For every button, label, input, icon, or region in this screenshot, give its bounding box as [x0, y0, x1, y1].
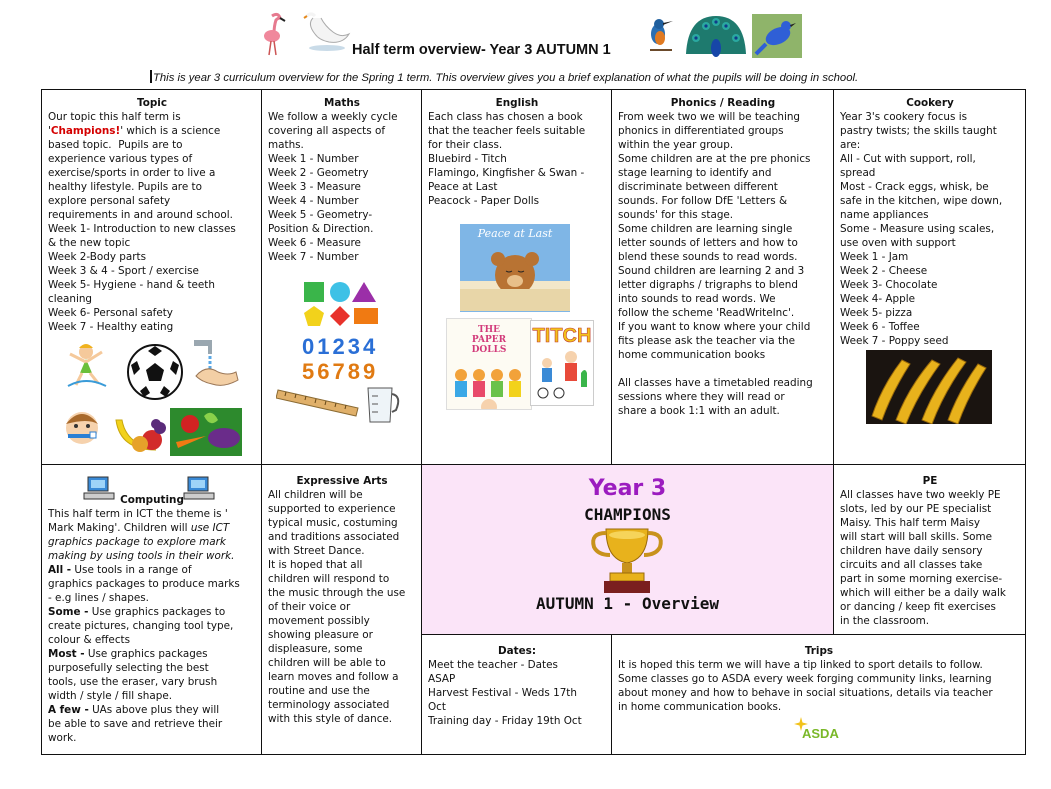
toothbrush-boy-icon	[60, 406, 104, 448]
book-title: TITCH	[532, 325, 592, 347]
computing-line: width / style / fill shape.	[48, 690, 173, 702]
maths-line: Week 2 - Geometry	[268, 167, 369, 179]
topic-line: Week 5- Hygiene - hand & teeth	[48, 279, 215, 291]
topic-line: healthy lifestyle. Pupils are to	[48, 181, 202, 193]
pe-line: Maisy. This half term Maisy	[840, 517, 981, 529]
phonics-cell	[611, 89, 834, 465]
phonics-line: letter sounds of letters and how to	[618, 237, 798, 249]
shapes-icon	[302, 280, 382, 328]
expressive-line: with this style of dance.	[268, 713, 393, 725]
pe-line: children have daily sensory	[840, 545, 983, 557]
phonics-line: within the year group.	[618, 139, 734, 151]
cookery-line: spread	[840, 167, 876, 179]
computing-line: be able to save and retrieve their	[48, 718, 223, 730]
cookery-line: name appliances	[840, 209, 929, 221]
peacock-icon	[684, 14, 748, 58]
asda-logo-text: ASDA	[802, 726, 839, 741]
computing-line: This half term in ICT the theme is '	[48, 508, 228, 520]
pe-cell	[833, 464, 1026, 635]
cookery-line: use oven with support	[840, 237, 956, 249]
cookery-line: All - Cut with support, roll,	[840, 153, 976, 165]
trips-line: about money and how to behave in social situations, details via teacher	[618, 687, 993, 699]
phonics-line: All classes have a timetabled reading	[618, 377, 813, 389]
phonics-line: letter digraphs / trigraphs to blend	[618, 279, 798, 291]
topic-line: Our topic this half term is	[48, 111, 181, 123]
expressive-line: and traditions associated	[268, 531, 400, 543]
english-line: Bluebird - Titch	[428, 153, 507, 165]
expressive-line: learn moves and follow a	[268, 671, 399, 683]
book-cover-titch	[530, 320, 594, 406]
computing-line: graphics packages to produce marks	[48, 578, 240, 590]
computer-icon	[82, 475, 118, 503]
cookery-line: Year 3's cookery focus is	[840, 111, 968, 123]
expressive-line: supported to experience	[268, 503, 396, 515]
topic-highlight-line: 'Champions!' which is a science	[48, 125, 221, 137]
dolls-icon	[447, 355, 531, 410]
dates-heading: Dates:	[498, 645, 536, 657]
pe-heading: PE	[922, 475, 938, 487]
pe-line: All classes have two weekly PE	[840, 489, 1001, 501]
titch-children-icon	[531, 347, 593, 403]
english-heading: English	[495, 97, 539, 109]
expressive-line: displeasure, some	[268, 643, 363, 655]
bluebird-icon	[752, 14, 802, 58]
topic-heading: Topic	[136, 97, 167, 109]
phonics-line: sounds. For follow DfE 'Letters &	[618, 195, 788, 207]
cookery-line: are:	[840, 139, 861, 151]
phonics-line: into sounds to read words. We	[618, 293, 776, 305]
dates-line: Meet the teacher - Dates	[428, 659, 558, 671]
vegetables-icon	[170, 408, 242, 456]
book-cover-paper-dolls	[446, 318, 532, 410]
book-title: THE PAPER DOLLS	[471, 325, 507, 355]
computing-line: purposefully selecting the best	[48, 662, 209, 674]
cookery-line: safe in the kitchen, wipe down,	[840, 195, 1003, 207]
maths-line: Week 4 - Number	[268, 195, 359, 207]
digits-row: 01234	[302, 334, 379, 359]
ruler-icon	[276, 384, 360, 420]
topic-highlight: Champions!	[50, 125, 121, 137]
dates-line: Harvest Festival - Weds 17th	[428, 687, 577, 699]
trips-line: It is hoped this term we will have a tip linked to sport details to follow.	[618, 659, 983, 671]
maths-heading: Maths	[324, 97, 360, 109]
digits-row: 56789	[302, 359, 379, 384]
phonics-line: If you want to know where your child	[618, 321, 811, 333]
pe-line: part in some morning exercise-	[840, 573, 1003, 585]
computing-line: tools, use the eraser, vary brush	[48, 676, 218, 688]
asda-logo	[794, 717, 844, 741]
phonics-line: From week two we will be teaching	[618, 111, 801, 123]
english-line: for their class.	[428, 139, 503, 151]
phonics-line: blend these sounds to read words.	[618, 251, 798, 263]
handwashing-icon	[190, 336, 240, 392]
topic-line: Week 7 - Healthy eating	[48, 321, 174, 333]
center-title-box	[421, 464, 834, 635]
english-line: that the teacher feels suitable	[428, 125, 586, 137]
computing-heading: Computing	[120, 494, 184, 506]
cookery-line: Week 1 - Jam	[840, 251, 909, 263]
page-title: Half term overview- Year 3 AUTUMN 1	[352, 42, 611, 58]
flamingo-icon	[258, 12, 288, 56]
cookery-line: Week 4- Apple	[840, 293, 916, 305]
topic-line: Week 3 & 4 - Sport / exercise	[48, 265, 199, 277]
pe-line: in the classroom.	[840, 615, 930, 627]
pastry-twists-icon	[866, 350, 992, 424]
phonics-line: follow the scheme 'ReadWriteInc'.	[618, 307, 795, 319]
cookery-line: Week 2 - Cheese	[840, 265, 928, 277]
expressive-line: All children will be	[268, 489, 363, 501]
expressive-line: terminology associated	[268, 699, 390, 711]
computing-line: - e.g lines / shapes.	[48, 592, 149, 604]
measuring-jug-icon	[360, 382, 404, 426]
maths-line: Week 6 - Measure	[268, 237, 361, 249]
english-line: Each class has chosen a book	[428, 111, 583, 123]
expressive-line: movement possibly	[268, 615, 370, 627]
computing-line: Mark Making'. Children will use ICT	[48, 522, 230, 534]
english-cell	[421, 89, 612, 465]
book-title: Peace at Last	[477, 227, 553, 240]
trophy-icon	[572, 525, 682, 595]
topic-line: based topic. Pupils are to	[48, 139, 183, 151]
topic-line: & the new topic	[48, 237, 131, 249]
phonics-line: fits please ask the teacher via the	[618, 335, 796, 347]
sleepy-bear-icon	[460, 241, 570, 311]
cookery-heading: Cookery	[906, 97, 954, 109]
computing-line: making by using tools in their work.	[48, 550, 235, 562]
phonics-line: sounds' for this stage.	[618, 209, 734, 221]
computer-icon	[182, 475, 218, 503]
topic-line: explore personal safety	[48, 195, 171, 207]
topic-line: Week 2-Body parts	[48, 251, 147, 263]
computing-line: Some - Use graphics packages to	[48, 606, 226, 618]
english-line: Flamingo, Kingfisher & Swan -	[428, 167, 585, 179]
football-icon	[126, 343, 184, 401]
topic-line: Week 1- Introduction to new classes	[48, 223, 236, 235]
champions-heading: CHAMPIONS	[584, 505, 671, 524]
phonics-line: Some children are at the pre phonics	[618, 153, 811, 165]
dates-line: Training day - Friday 19th Oct	[428, 715, 582, 727]
topic-cell	[41, 89, 262, 465]
expressive-arts-heading: Expressive Arts	[296, 475, 388, 487]
cookery-line: Week 3- Chocolate	[840, 279, 938, 291]
trips-cell	[611, 634, 1026, 755]
expressive-line: routine and use the	[268, 685, 370, 697]
cookery-line: pastry twists; the skills taught	[840, 125, 997, 137]
computing-line: A few - UAs above plus they will	[48, 704, 220, 716]
maths-line: Week 5 - Geometry-	[268, 209, 373, 221]
cookery-line: Week 6 - Toffee	[840, 321, 920, 333]
expressive-line: children will be able to	[268, 657, 386, 669]
maths-line: Position & Direction.	[268, 223, 374, 235]
cookery-line: Week 7 - Poppy seed	[840, 335, 949, 347]
english-line: Peace at Last	[428, 181, 498, 193]
maths-line: Week 7 - Number	[268, 251, 359, 263]
computing-line: create pictures, changing tool type,	[48, 620, 234, 632]
book-cover-peace-at-last	[460, 224, 570, 312]
topic-line: experience various types of	[48, 153, 193, 165]
english-line: Peacock - Paper Dolls	[428, 195, 540, 207]
dates-line: Oct	[428, 701, 446, 713]
computing-line: Most - Use graphics packages	[48, 648, 208, 660]
phonics-line: home communication books	[618, 349, 766, 361]
overview-heading: AUTUMN 1 - Overview	[535, 594, 720, 613]
maths-line: Week 1 - Number	[268, 153, 359, 165]
dates-line: ASAP	[428, 673, 456, 685]
pe-line: slots, led by our PE specialist	[840, 503, 992, 515]
expressive-line: with Street Dance.	[268, 545, 365, 557]
computing-line: colour & effects	[48, 634, 131, 646]
pe-line: will start will ball skills. Some	[840, 531, 993, 543]
pe-line: circuits and all classes take	[840, 559, 983, 571]
topic-line: cleaning	[48, 293, 93, 305]
expressive-line: of their voice or	[268, 601, 351, 613]
phonics-line	[618, 362, 828, 376]
phonics-line: stage learning to identify and	[618, 167, 772, 179]
phonics-line: sessions where they will read or	[618, 391, 785, 403]
topic-line: exercise/sports in order to live a	[48, 167, 216, 179]
maths-line: We follow a weekly cycle	[268, 111, 398, 123]
phonics-line: phonics in differentiated groups	[618, 125, 784, 137]
maths-line: covering all aspects of	[268, 125, 385, 137]
topic-line: requirements in and around school.	[48, 209, 233, 221]
pe-line: or dancing / keep fit exercises	[840, 601, 996, 613]
phonics-line: Some children are learning single	[618, 223, 793, 235]
expressive-arts-cell	[261, 464, 422, 755]
trips-line: in home communication books.	[618, 701, 782, 713]
dates-cell	[421, 634, 612, 755]
year-heading: Year 3	[588, 476, 667, 501]
computing-line: work.	[48, 732, 77, 744]
expressive-line: typical music, costuming	[268, 517, 398, 529]
phonics-line: discriminate between different	[618, 181, 778, 193]
jumping-girl-icon	[64, 342, 108, 388]
computing-line: graphics package to explore mark	[48, 536, 226, 548]
expressive-line: It is hoped that all	[268, 559, 363, 571]
cookery-line: Week 5- pizza	[840, 307, 913, 319]
expressive-line: showing pleasure or	[268, 629, 373, 641]
maths-line: maths.	[268, 139, 304, 151]
phonics-line: Sound children are learning 2 and 3	[618, 265, 805, 277]
computing-line: All - Use tools in a range of	[48, 564, 192, 576]
pe-line: which will either be a daily walk	[840, 587, 1006, 599]
phonics-line: share a book 1:1 with an adult.	[618, 405, 780, 417]
maths-cell	[261, 89, 422, 465]
trips-heading: Trips	[804, 645, 834, 657]
phonics-heading: Phonics / Reading	[670, 97, 776, 109]
fruit-icon	[112, 410, 170, 456]
swan-icon	[303, 10, 351, 56]
cookery-cell	[833, 89, 1026, 465]
expressive-line: children will respond to	[268, 573, 390, 585]
kingfisher-icon	[642, 16, 676, 56]
topic-line: Week 6- Personal safety	[48, 307, 173, 319]
computing-cell	[41, 464, 262, 755]
intro-text: This is year 3 curriculum overview for the Spring 1 term. This overview gives you a brief explanation of what the pupils will be doing in school.	[150, 70, 858, 84]
expressive-line: the music through the use	[268, 587, 406, 599]
maths-line: Week 3 - Measure	[268, 181, 361, 193]
cookery-line: Some - Measure using scales,	[840, 223, 995, 235]
cookery-line: Most - Crack eggs, whisk, be	[840, 181, 989, 193]
trips-line: Some classes go to ASDA every week forging community links, learning	[618, 673, 992, 685]
